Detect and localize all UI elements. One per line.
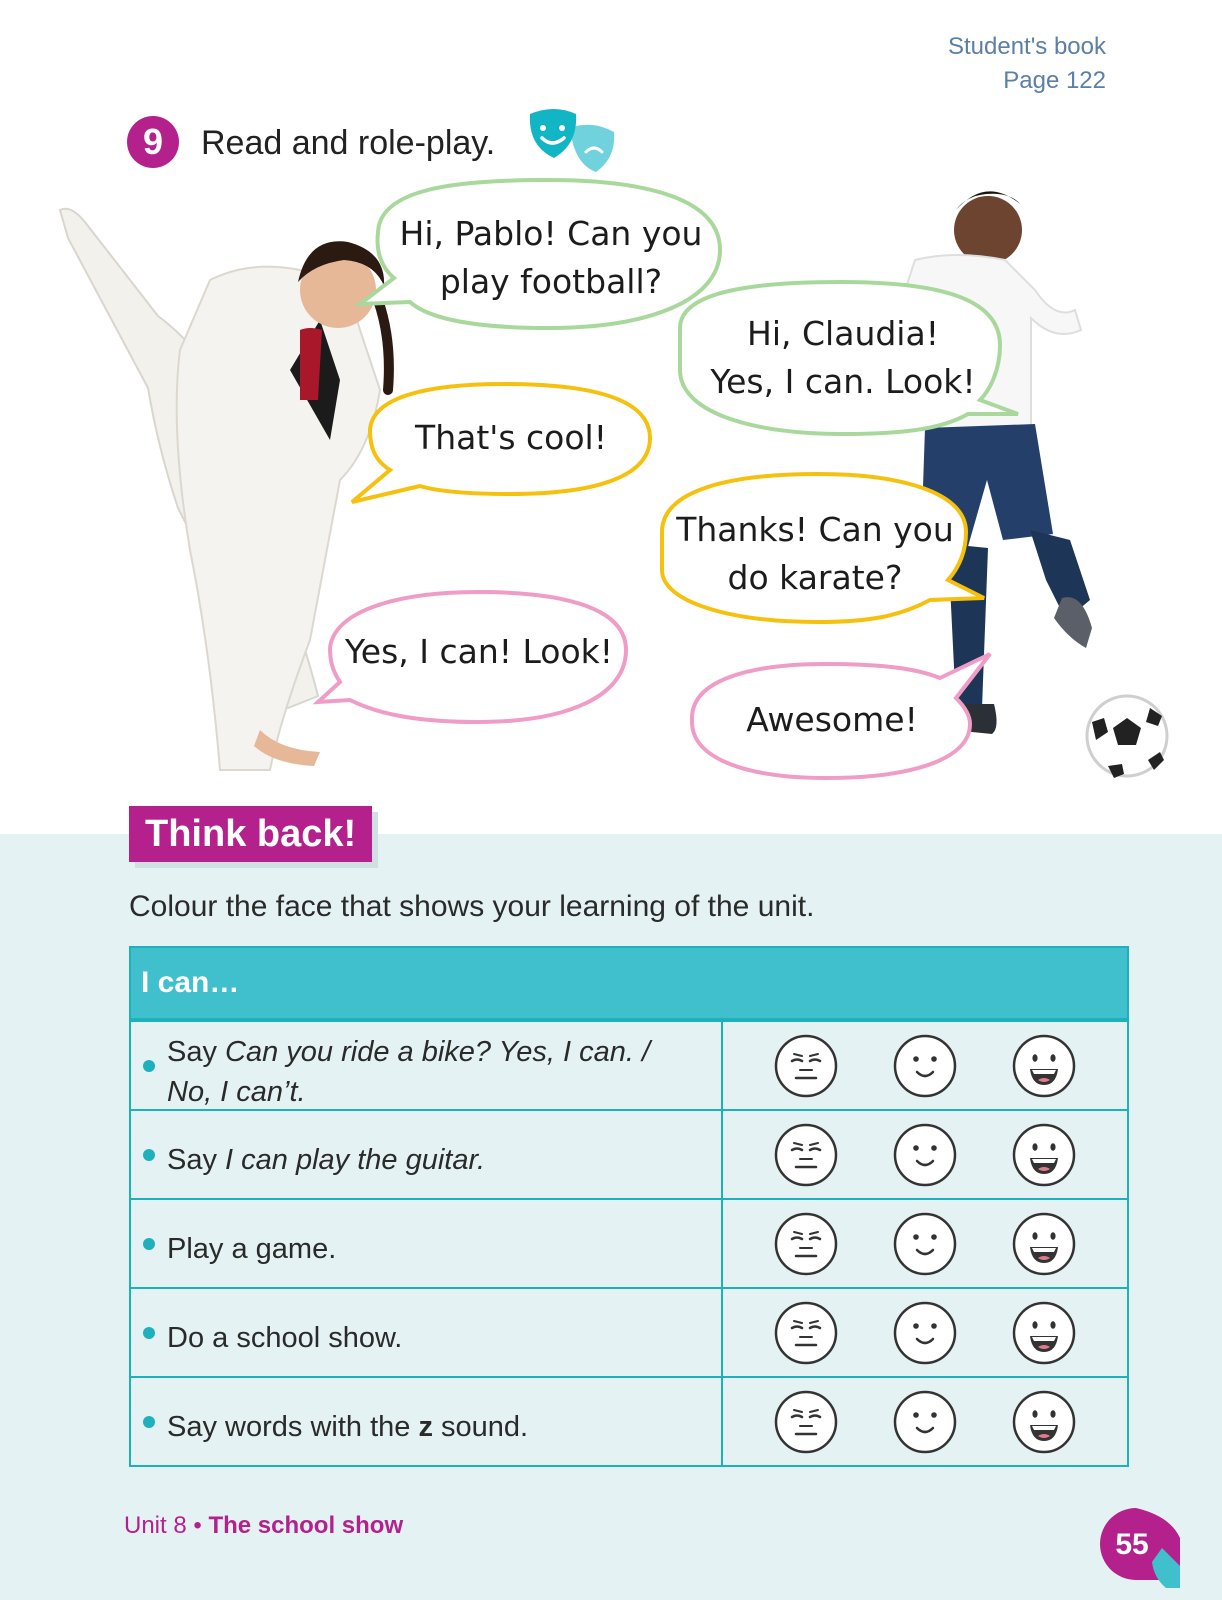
bubble-4-line-2: do karate? <box>727 558 903 597</box>
statement-example: I can play the guitar. <box>225 1143 486 1176</box>
smiling-face-icon[interactable] <box>891 1210 959 1278</box>
bubble-4-line-1: Thanks! Can you <box>676 510 954 549</box>
statement-example-line-2: No, I can’t. <box>167 1076 306 1108</box>
unsure-face-icon[interactable] <box>772 1032 840 1100</box>
can-do-statement <box>131 1022 723 1109</box>
bubble-2-line-1: Hi, Claudia! <box>747 314 939 353</box>
bullet <box>143 1149 155 1161</box>
smiling-face-icon[interactable] <box>891 1299 959 1367</box>
smiling-face-icon[interactable] <box>891 1121 959 1189</box>
bubble-3-line-1: That's cool! <box>415 418 607 457</box>
think-back-title: Think back! <box>129 806 372 862</box>
smiling-face-icon[interactable] <box>891 1388 959 1456</box>
can-do-statement <box>131 1289 723 1376</box>
bubble-2-text <box>688 310 998 406</box>
self-assessment-table <box>129 946 1129 1467</box>
bubble-2-line-2: Yes, I can. Look! <box>710 362 976 401</box>
statement-example: Can you ride a bike? Yes, I can. / <box>225 1036 651 1068</box>
face-options <box>723 1200 1127 1287</box>
statement-text: Play a game. <box>167 1232 337 1265</box>
unsure-face-icon[interactable] <box>772 1121 840 1189</box>
laughing-face-icon[interactable] <box>1010 1210 1078 1278</box>
table-row <box>131 1287 1127 1376</box>
statement-prefix: Say <box>167 1036 226 1068</box>
bullet <box>143 1060 155 1072</box>
bullet <box>143 1327 155 1339</box>
unit-number: Unit 8 <box>124 1512 187 1539</box>
footer-separator: • <box>186 1512 209 1539</box>
can-do-statement <box>131 1200 723 1287</box>
laughing-face-icon[interactable] <box>1010 1299 1078 1367</box>
page-reference: Page 122 <box>1003 67 1106 94</box>
bubble-4-text <box>670 506 960 602</box>
face-options <box>723 1111 1127 1198</box>
bubble-1-text <box>392 210 710 306</box>
table-row <box>131 1109 1127 1198</box>
theatre-masks-icon <box>528 108 618 178</box>
footer-unit <box>124 1512 403 1540</box>
page-number-badge <box>1100 1508 1180 1588</box>
bubble-5-line-1: Yes, I can! Look! <box>345 632 613 671</box>
statement-text: Do a school show. <box>167 1321 403 1354</box>
statement-bold-letter: z <box>418 1410 433 1443</box>
table-row <box>131 1376 1127 1465</box>
table-row <box>131 1020 1127 1109</box>
smiling-face-icon[interactable] <box>891 1032 959 1100</box>
laughing-face-icon[interactable] <box>1010 1121 1078 1189</box>
book-label: Student's book <box>947 33 1106 60</box>
unsure-face-icon[interactable] <box>772 1210 840 1278</box>
face-options <box>723 1022 1127 1109</box>
statement-prefix: Say <box>167 1143 226 1176</box>
page-number: 55 <box>1115 1528 1149 1561</box>
table-header: I can… <box>131 948 1127 1020</box>
face-options <box>723 1378 1127 1465</box>
can-do-statement <box>131 1378 723 1465</box>
football-boy-illustration <box>891 191 1092 734</box>
bubble-3-text <box>376 414 646 462</box>
face-options <box>723 1289 1127 1376</box>
role-play-scene <box>0 170 1222 820</box>
unsure-face-icon[interactable] <box>772 1388 840 1456</box>
statement-suffix: sound. <box>432 1410 529 1443</box>
bubble-1-line-2: play football? <box>439 262 663 301</box>
laughing-face-icon[interactable] <box>1010 1032 1078 1100</box>
laughing-face-icon[interactable] <box>1010 1388 1078 1456</box>
bubble-6-text <box>700 696 964 744</box>
think-back-instruction: Colour the face that shows your learning of the unit. <box>129 890 815 923</box>
table-row <box>131 1198 1127 1287</box>
activity-number: 9 <box>127 116 179 168</box>
activity-instruction: Read and role-play. <box>201 124 496 162</box>
bullet <box>143 1416 155 1428</box>
statement-prefix: Say words with the <box>167 1410 419 1443</box>
unit-title: The school show <box>208 1512 404 1539</box>
bubble-5-text <box>334 628 624 676</box>
football-icon <box>1087 696 1167 778</box>
bubble-6-line-1: Awesome! <box>746 700 918 739</box>
can-do-statement <box>131 1111 723 1198</box>
unsure-face-icon[interactable] <box>772 1299 840 1367</box>
bullet <box>143 1238 155 1250</box>
bubble-1-line-1: Hi, Pablo! Can you <box>399 214 703 253</box>
